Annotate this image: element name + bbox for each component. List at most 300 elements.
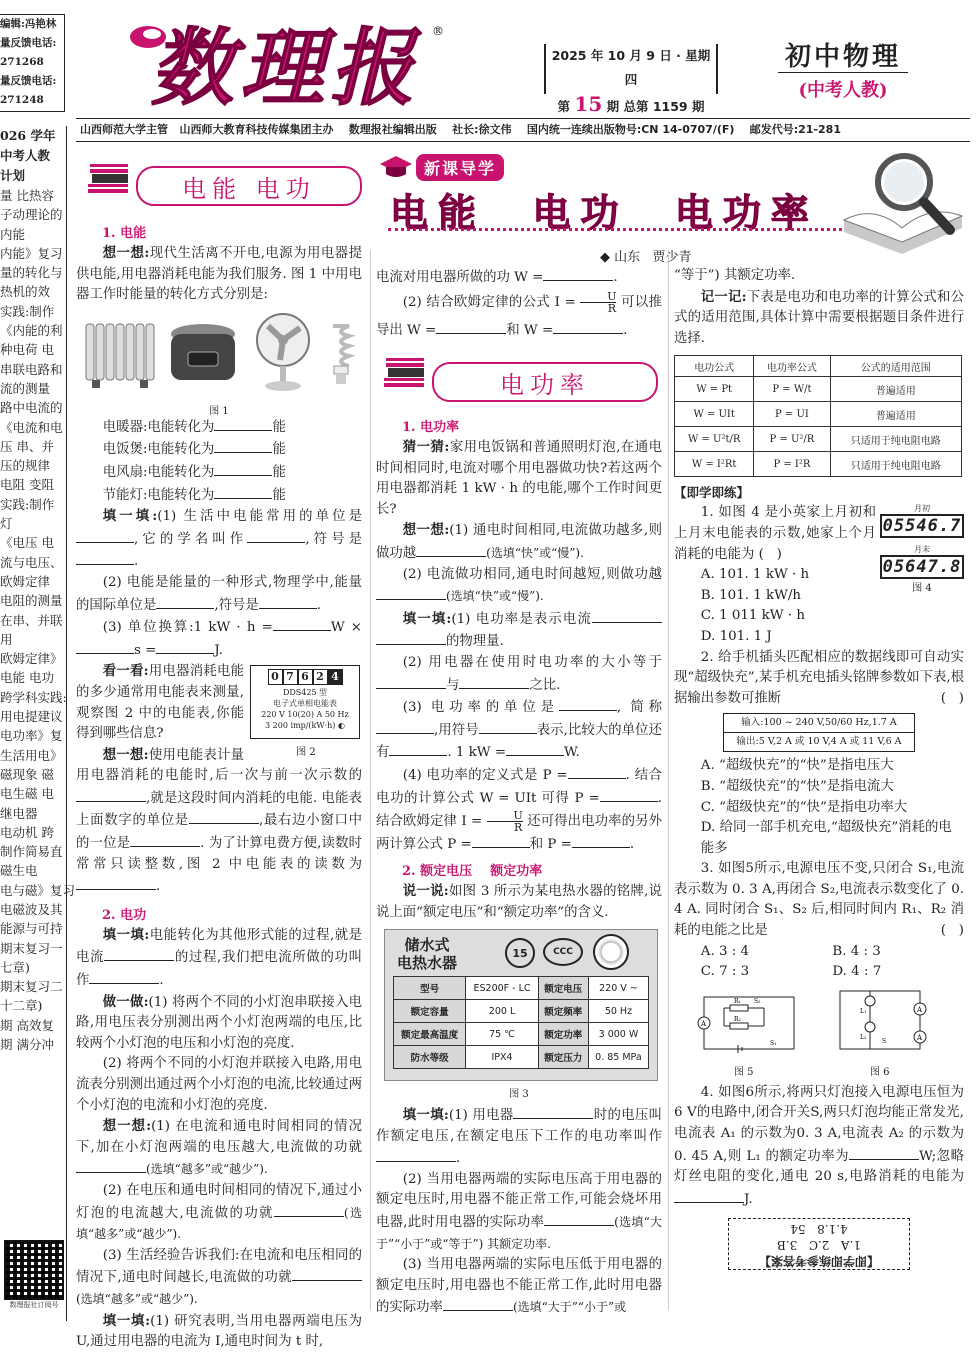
paragraph: 填一填:电能转化为其他形式能的过程,就是电流 的过程,我们把电流所做的功叫作 . (76, 926, 362, 989)
answer-blank[interactable] (376, 630, 446, 645)
paragraph-text: 使用电能表计量用电器消耗的电能时,后一次与前一次示数的 (76, 747, 362, 784)
answer-blank[interactable] (553, 319, 623, 334)
column-2 (376, 266, 662, 345)
answer-option[interactable]: D. 给同一部手机充电,“超级快充”消耗的电能多 (700, 820, 952, 856)
nameplate-cell: 额定容量 (394, 1000, 466, 1023)
books-icon (380, 354, 428, 394)
paragraph (376, 520, 662, 564)
sidebar-plan-item: 电动机 跨 (0, 824, 54, 840)
column-2-body (376, 412, 662, 1319)
question-stem: J. (744, 1191, 753, 1207)
answer-key-line: 4.1.8 54 (790, 1222, 848, 1237)
conversion-text: 电暖器:电能转化为 (102, 419, 215, 435)
sidebar-plan-item: 实践:制作 (0, 496, 55, 512)
feedback-number-2: 271248 (0, 94, 44, 106)
figure-4 (880, 503, 964, 594)
answer-blank[interactable] (572, 833, 630, 848)
answer-option[interactable]: B. 4 : 3 (832, 943, 881, 959)
nameplate-cell: 额定压力 (538, 1046, 588, 1069)
electric-fan-icon (250, 312, 316, 392)
section-title: 2. 电功 (102, 907, 147, 923)
sidebar-plan-item: 欧姆定律》 (0, 651, 63, 667)
answer-blank[interactable] (76, 787, 146, 802)
paragraph-text: 家用电饭锅和普通照明灯泡,在通电时间相同时,电流对哪个用电器做功快?若这两个用电器都消耗 1 kW · h 的电能,哪个工作时间更长? (376, 440, 662, 517)
formula-table-cell: W = U²t/R (675, 427, 754, 452)
formula-table-row (675, 402, 962, 427)
paragraph: (2) 将两个不同的小灯泡并联接入电路,用电流表分别测出通过两个小灯泡的电流,比较通过两个小灯泡的电流和小灯泡的亮度. (76, 1056, 362, 1113)
meter-reading-end: 05647.8 (880, 555, 964, 579)
option-hint: (选填“大于”“小于”或“等于”) 其额定功率. (376, 1215, 662, 1251)
answer-blank[interactable] (76, 528, 134, 543)
paragraph-text: (3) 单位换算:1 kW · h = (102, 620, 273, 636)
paragraph-text: 下表是电功和电功率的计算公式和公式的适用范围,具体计算中需要根据题目条件进行选择. (674, 289, 965, 346)
answer-blank[interactable] (247, 528, 305, 543)
answer-option[interactable]: C. 1 011 kW · h (700, 608, 805, 624)
sidebar-plan-item: 电阻的测量 (0, 593, 63, 609)
answer-blank[interactable] (214, 484, 272, 499)
section-title: 1. 电功率 (402, 420, 460, 435)
sidebar-plan-item: 热机的效 (0, 284, 51, 300)
paragraph-text: (4) 电功率的定义式是 P = (402, 767, 568, 783)
paragraph-text: 电能转化为其他形式能的过程,就是电流 (76, 927, 362, 966)
answer-paren[interactable]: ( ) (940, 690, 964, 706)
option-hint: (选填“快”或“慢”). (486, 545, 584, 560)
certification-seal-icon (593, 934, 629, 970)
answer-blank[interactable] (292, 1266, 362, 1281)
paragraph-text: 现代生活离不开电,电源为用电器提供电能,用电器消耗电能为我们服务. 图 1 中用电器工作时能量的转化方式分别是: (76, 246, 362, 303)
figure-caption: 图 1 (209, 405, 229, 417)
question-stem: 4. 如图6所示,将两只灯泡接入电源电压恒为6 V的电路中,闭合开关S,两只灯泡均能正常发光,电流表 A₁ 的示数为0. 3 A,电流表 A₂ 的示数为0. 45 A,则 L₁ 的额定功率为 (674, 1084, 964, 1164)
meter-label-end: 月末 (914, 545, 930, 555)
answer-blank[interactable] (104, 946, 174, 961)
paragraph-text: ,就是这段时间内消耗的电能. 电能表上面数字的单位是 (76, 790, 362, 829)
lead-label: 想一想: (102, 1118, 152, 1135)
sidebar-plan-item: 量的转化与 (0, 265, 63, 281)
formula-table-cell: P = I²R (754, 452, 830, 477)
formula-table-cell: P = UI (754, 402, 830, 427)
headline-dots (388, 228, 848, 231)
meter-imp (251, 720, 359, 731)
qr-caption: 数理报社订阅号 (9, 1301, 59, 1309)
fraction (580, 291, 616, 314)
charger-input: 输入:100 ~ 240 V,50/60 Hz,1.7 A (724, 714, 914, 733)
paragraph (376, 696, 662, 764)
sidebar-plan-item: 期末复习一 (0, 940, 63, 956)
subject-title: 初中物理 (784, 42, 901, 72)
svg-text:A: A (701, 1019, 707, 1028)
answer-blank[interactable] (156, 594, 214, 609)
answer-blank[interactable] (376, 585, 446, 600)
sidebar-title-1: 026 学年 (0, 128, 56, 143)
paragraph-text: (2) 电流做功相同,通电时间越短,则做功越 (402, 566, 662, 582)
question-stem: 3. 如图5所示,电源电压不变,只闭合 S₁,电流表示数为 0. 3 A,再闭合 S₂,电流表示数变化了 0. 4 A. 同时闭合 S₁、S₂ 后,相同时间内 R₁、R₂ 消耗的电能之比是 (674, 861, 964, 939)
answer-blank[interactable] (416, 542, 486, 557)
nameplate-cell: 0. 85 MPa (588, 1046, 648, 1069)
paragraph: (2) 结合欧姆定律的公式 I = $\frac{U}{R}$ 可以推导出 W = 和 W = . (376, 289, 662, 338)
answer-option[interactable]: B. “超级快充”的“快”是指电流大 (700, 778, 894, 794)
formula-table-cell: W = Pt (675, 377, 754, 402)
paragraph-text: (3) 电功率的单位是 (402, 700, 559, 716)
figure-caption: 图 3 (509, 1089, 529, 1101)
answer-blank[interactable] (544, 1211, 614, 1226)
answer-paren[interactable]: ( ) (758, 546, 782, 562)
paragraph-text: (2) 结合欧姆定律的公式 (402, 294, 551, 310)
sidebar-plan-item: 在串、并联 (0, 612, 63, 628)
sidebar-plan-item: 流与电压、 (0, 554, 63, 570)
sidebar-title-3: 计划 (0, 168, 26, 183)
formula-table-cell: P = U²/R (754, 427, 830, 452)
formula-table-header: 电功率公式 (754, 356, 830, 377)
sidebar-plan-item: 欧姆定律 (0, 573, 51, 589)
circuit-diagram-6 (830, 983, 940, 1059)
paragraph-text: . 结合欧姆定律 (376, 790, 662, 829)
nameplate-row (394, 977, 649, 1000)
meter-digit: 2 (313, 669, 328, 685)
answer-option[interactable]: C. “超级快充”的“快”是指电功率大 (700, 799, 908, 815)
fraction (487, 810, 523, 833)
answer-key-line: 1.A 2.C 3.B (777, 1238, 861, 1253)
paragraph: (4) 电功率的定义式是 P = . 结合电功的计算公式 W = UIt 可得 P = . 结合欧姆定律 I = $\frac{U}{R}$ 还可得出电功率的另外两计算公式 P = 和 P = . (376, 764, 662, 856)
sidebar-plan-item: 电与磁》复习 (0, 882, 76, 898)
paragraph-text: 可以推导出 W = (376, 294, 662, 338)
paragraph-text: (2) 在电压和通电时间相同的情况下,通过小灯泡的电流越大,电流做的功就 (76, 1182, 362, 1221)
paragraph: “等于”) 其额定功率. (674, 268, 796, 283)
answer-blank[interactable] (89, 969, 159, 984)
indicator-light-icon: ◐ (337, 721, 345, 731)
feedback-label-1: 量反馈电话: (0, 37, 57, 49)
paragraph-text: ,它的学名叫作 (134, 531, 248, 547)
nameplate-cell: ES200F - LC (466, 977, 538, 1000)
answer-blank[interactable] (459, 674, 529, 689)
paragraph (376, 437, 662, 520)
sidebar-plan-item: 生活用电》 (0, 747, 63, 763)
formula-table-header: 电功公式 (675, 356, 754, 377)
oil-heater-icon (84, 320, 156, 390)
sidebar-plan-item: 路中电流的 (0, 400, 63, 416)
figure-caption: 图 2 (296, 747, 316, 759)
paragraph (376, 653, 662, 696)
paragraph-text: 表示,比较大的单位还有 (376, 722, 662, 761)
paragraph (376, 1255, 662, 1319)
sidebar-plan-list (0, 186, 76, 1054)
issue-pre: 第 (557, 99, 571, 114)
sidebar-plan-item: 《内能的利 (0, 323, 63, 339)
sidebar-plan-item: 量 比热容 (0, 188, 54, 203)
sidebar-plan-item: 电能 电功 (0, 670, 54, 686)
answer-blank[interactable] (76, 550, 134, 565)
svg-text:S₁: S₁ (770, 1039, 777, 1047)
paragraph (76, 243, 362, 306)
nameplate-title-line: 电热水器 (397, 954, 458, 973)
headline: 电能 电功 电功率 (390, 191, 819, 235)
paragraph: 电流对用电器所做的功 W = . (376, 266, 662, 289)
nameplate-cell: 3 000 W (588, 1023, 648, 1046)
sidebar (0, 126, 76, 1321)
paragraph (76, 1181, 362, 1246)
nameplate-cell: 50 Hz (588, 1000, 648, 1023)
nameplate-table (393, 976, 649, 1069)
answer-option[interactable]: D. 4 : 7 (832, 964, 882, 980)
formula-table-cell: W = UIt (675, 402, 754, 427)
registered-mark: ® (432, 24, 444, 38)
nameplate-cell: 型号 (394, 977, 466, 1000)
sidebar-plan-item: 电功率》复 (0, 728, 63, 744)
paragraph-text: 还可得出电功率的另外两计算公式 P = (376, 813, 663, 852)
lead-label: 填一填: (402, 1107, 449, 1124)
circuit-diagram-5 (694, 989, 804, 1059)
sidebar-plan-item: 内能》复习 (0, 245, 63, 261)
answer-option[interactable]: A. “超级快充”的“快”是指电压大 (700, 758, 894, 774)
formula-lhs: I = (554, 294, 576, 310)
sidebar-plan-item: 期末复习二 (0, 979, 63, 995)
paragraph (76, 1246, 362, 1311)
energy-suffix: 能 (272, 442, 286, 458)
rice-cooker-icon (168, 322, 238, 388)
paragraph-text: ,符号是 (214, 597, 259, 613)
column-3 (674, 266, 964, 1270)
nameplate-cell: 220 V ~ (588, 977, 648, 1000)
charger-spec-box (723, 713, 915, 752)
author-line: ◆ 山东 贾少青 (600, 250, 692, 265)
answer-blank[interactable] (543, 266, 613, 281)
paragraph-text: 之比. (529, 677, 561, 693)
editor-box (0, 14, 65, 112)
svg-text:A: A (917, 1033, 923, 1042)
sidebar-plan-item: 期 满分冲 (0, 1037, 54, 1053)
formula-table-body (675, 377, 962, 477)
paragraph-text: 与 (446, 677, 460, 693)
meter-name: 电子式单相电能表 (273, 699, 337, 709)
answer-option[interactable]: C. 7 : 3 (700, 964, 750, 980)
lead-label: 看一看: (102, 663, 149, 680)
svg-text:R₁: R₁ (734, 997, 741, 1005)
meter-label-start: 月初 (914, 504, 930, 514)
question-options-grid (674, 942, 964, 983)
paragraph (376, 1170, 662, 1255)
sidebar-plan-item: 跨学科实践: (0, 689, 67, 705)
publisher-bar: 山西师范大学主管 山西师大教育科技传媒集团主办 数理报社编辑出版 社长:徐文伟 国内统一连续出版物号:CN 14-0707/(F) 邮发代号:21-281 (80, 123, 841, 136)
conversion-line (76, 438, 362, 461)
sidebar-plan-item: 《电压 电 (0, 535, 54, 551)
option-hint: (选填“大于”“小于”或 (512, 1300, 627, 1315)
answer-blank[interactable] (76, 1158, 146, 1173)
paragraph-text: (1) 通电时间相同,电流做功越多,则做功越 (376, 523, 662, 561)
lead-label: 想一想: (102, 245, 150, 261)
question-stem: 1. 如图 4 是小英家上月初和上月末电能表的示数,她家上个月消耗的电能为 (674, 505, 876, 562)
paragraph (674, 287, 964, 350)
formula-table-cell: 普遍适用 (830, 402, 962, 427)
sidebar-plan-item: 磁现象 磁 (0, 766, 54, 782)
sidebar-plan-item: 电阻 变阻 (0, 477, 54, 493)
lead-label: 说一说: (402, 882, 449, 899)
paragraph-text: ,最右边小窗口中的一位是 (76, 813, 363, 852)
answer-blank[interactable] (389, 741, 447, 756)
answer-blank[interactable] (214, 461, 272, 476)
paragraph-text: (2) 用电器在使用时电功率的大小等于 (402, 654, 662, 670)
lead-label: 填一填: (402, 610, 452, 627)
sidebar-plan-item: 十二章) (0, 998, 43, 1014)
answer-blank[interactable] (214, 416, 272, 431)
electric-meter-figure (250, 665, 362, 761)
column-1 (76, 218, 362, 1353)
paragraph-text: (1) 将两个不同的小灯泡串联接入电路,用电压表分别测出两个小灯泡两端的电压,比较两个小灯泡的电压和小灯泡的亮度. (76, 994, 362, 1051)
answer-option[interactable]: B. 101. 1 kW/h (700, 587, 802, 603)
svg-text:S: S (882, 1037, 887, 1045)
answer-blank[interactable] (472, 833, 530, 848)
energy-suffix: 能 (272, 419, 286, 435)
paragraph-text: W. (564, 745, 580, 761)
water-heater-nameplate (384, 929, 658, 1081)
nameplate-cell: 75 ℃ (466, 1023, 538, 1046)
paragraph-text: W × (330, 620, 362, 636)
nameplate-cell: IPX4 (466, 1046, 538, 1069)
answer-blank[interactable] (674, 1188, 744, 1203)
formula-table-cell: 只适用于纯电阻电路 (830, 427, 962, 452)
sidebar-plan-item: 制作简易直 (0, 844, 63, 860)
answer-blank[interactable] (76, 639, 134, 654)
column-divider (370, 250, 371, 1310)
sidebar-plan-item: 串联电路和 (0, 361, 63, 377)
qr-code[interactable] (4, 1240, 64, 1300)
question-text (674, 648, 964, 710)
sidebar-plan-item: 电生磁 电 (0, 786, 54, 802)
sidebar-plan-item: 子动理论的 (0, 207, 63, 223)
sidebar-plan-item: 内能 (0, 226, 26, 242)
answer-blank[interactable] (259, 594, 317, 609)
conversion-line (76, 484, 362, 507)
paragraph-text: . 结合电功的计算公式 W = UIt 可得 P = (376, 767, 662, 806)
paragraph (76, 992, 362, 1055)
formula-table-cell: 普遍适用 (830, 377, 962, 402)
paragraph: 想一想:使用电能表计量用电器消耗的电能时,后一次与前一次示数的,就是这段时间内消耗的电能. 电能表上面数字的单位是 ,最右边小窗口中的一位是 . 为了计算电费方便,读数时常常只读整数,图 2 中电能表的读数为. (76, 746, 363, 895)
conversion-text: 节能灯:电能转化为 (102, 487, 215, 503)
issue-number (546, 92, 716, 119)
answer-blank[interactable] (130, 832, 200, 847)
answer-blank[interactable] (479, 719, 537, 734)
answer-blank[interactable] (849, 1145, 919, 1160)
feedback-label-2: 量反馈电话: (0, 75, 57, 87)
meter-spec: 220 V 10(20) A 50 Hz (261, 710, 349, 720)
answer-blank[interactable] (436, 319, 506, 334)
svg-text:L₂: L₂ (860, 1033, 867, 1041)
sidebar-plan-item: 种电荷 电 (0, 342, 54, 358)
formula-table-cell: 只适用于纯电阻电路 (830, 452, 962, 477)
answer-option[interactable]: A. 3 : 4 (700, 943, 750, 959)
energy-saving-lamp-icon (328, 322, 354, 388)
answer-blank[interactable] (376, 1147, 456, 1162)
paragraph-text: (3) 生活经验告诉我们:在电流和电压相同的情况下,通电时间越长,电流做的功就 (76, 1247, 362, 1286)
answer-paren[interactable]: ( ) (940, 923, 964, 939)
sidebar-plan-item: 用电提建议 (0, 709, 63, 725)
lead-label: 填一填: (102, 926, 150, 943)
answer-blank[interactable] (568, 764, 626, 779)
paragraph-text: 用电器消耗电能的多少通常用电能表来测量,观察图 2 中的电能表,你能得到哪些信息? (76, 664, 244, 742)
answer-blank[interactable] (600, 787, 658, 802)
answer-blank[interactable] (376, 719, 434, 734)
column-divider (668, 250, 669, 1310)
question-options (674, 756, 964, 859)
ccc-mark: CCC (543, 938, 583, 966)
figure-1 (76, 312, 362, 416)
svg-text:A: A (917, 1005, 923, 1014)
nameplate-cell: 防水等级 (394, 1046, 466, 1069)
meter-digit: 0 (268, 669, 283, 685)
answer-blank[interactable] (214, 438, 272, 453)
formula-table (674, 355, 962, 477)
lead-label: 想一想: (102, 746, 149, 763)
answer-option[interactable]: D. 101. 1 J (700, 628, 772, 644)
editor-line: 编辑:冯艳林 (0, 18, 57, 30)
paragraph-text: ,符号是 (305, 531, 362, 547)
answer-blank[interactable] (273, 616, 331, 631)
section-title: 1. 电能 (102, 226, 147, 241)
figure-caption: 图 4 (912, 583, 932, 595)
formula-table-head (675, 356, 962, 377)
new-lesson-tag (378, 152, 528, 182)
paragraph-text: (3) 当用电器两端的实际电压低于用电器的额定电压时,用电器也不能正常工作,此时用电器的实际功率 (376, 1257, 662, 1316)
answer-blank[interactable] (189, 809, 259, 824)
nameplate-title (397, 936, 457, 972)
answer-option[interactable]: A. 101. 1 kW · h (700, 567, 810, 583)
svg-text:R₂: R₂ (734, 1015, 741, 1023)
nameplate-cell: 200 L (466, 1000, 538, 1023)
issue-post: 期 总第 1159 期 (606, 99, 705, 114)
section-banner-power: 电功率 (432, 362, 658, 402)
subject-rule (778, 72, 908, 73)
publisher-bar-rule-top (76, 118, 970, 119)
answer-blank[interactable] (156, 639, 214, 654)
sidebar-plan-item: 电磁波及其 (0, 901, 63, 917)
logo-text: 数理报 (150, 18, 421, 117)
books-icon (84, 160, 132, 200)
answer-blank[interactable] (506, 741, 564, 756)
answer-blank[interactable] (559, 696, 617, 711)
option-hint: (选填“越多”或“越少”). (76, 1205, 362, 1242)
paragraph (76, 1311, 362, 1353)
answer-blank[interactable] (76, 875, 156, 890)
sidebar-plan-item: 期 高效复 (0, 1017, 54, 1033)
answer-blank[interactable] (376, 674, 446, 689)
paragraph-text: J. (214, 642, 223, 658)
nameplate-cell: 额定频率 (538, 1000, 588, 1023)
formula-lhs: I = (461, 813, 483, 829)
paragraph (376, 881, 662, 923)
nameplate-table-body (394, 977, 649, 1069)
lead-label: 做一做: (102, 993, 149, 1010)
paragraph-text: s = (134, 642, 157, 658)
denominator: R (513, 820, 523, 834)
meter-reading-start: 05546.7 (880, 514, 964, 538)
paragraph-text: 电流对用电器所做的功 W = (376, 270, 544, 285)
answer-blank[interactable] (274, 1202, 344, 1217)
newspaper-logo (128, 18, 448, 118)
paragraph-text: (1) 在电流和通电时间相同的情况下,加在小灯泡两端的电压越大,电流做的功就 (76, 1119, 362, 1155)
answer-blank[interactable] (592, 608, 662, 623)
issue-num: 15 (574, 92, 603, 116)
numerator: U (487, 810, 523, 822)
figure-caption: 图 6 (870, 1066, 890, 1078)
answer-blank[interactable] (443, 1296, 513, 1311)
nameplate-cell: 额定电压 (538, 977, 588, 1000)
paragraph: 填一填:(1) 生活中电能常用的单位是,它的学名叫作 ,符号是. (76, 506, 362, 573)
sidebar-plan-item: 能源与可持 (0, 921, 63, 937)
sidebar-plan-item: 压的规律 (0, 458, 51, 474)
paragraph-text: 和 W = (506, 322, 554, 338)
answer-blank[interactable] (513, 1104, 593, 1119)
sidebar-plan-item: 磁生电 (0, 863, 38, 879)
meter-model: DDS425 型 (282, 688, 328, 698)
nameplate-row (394, 1046, 649, 1069)
